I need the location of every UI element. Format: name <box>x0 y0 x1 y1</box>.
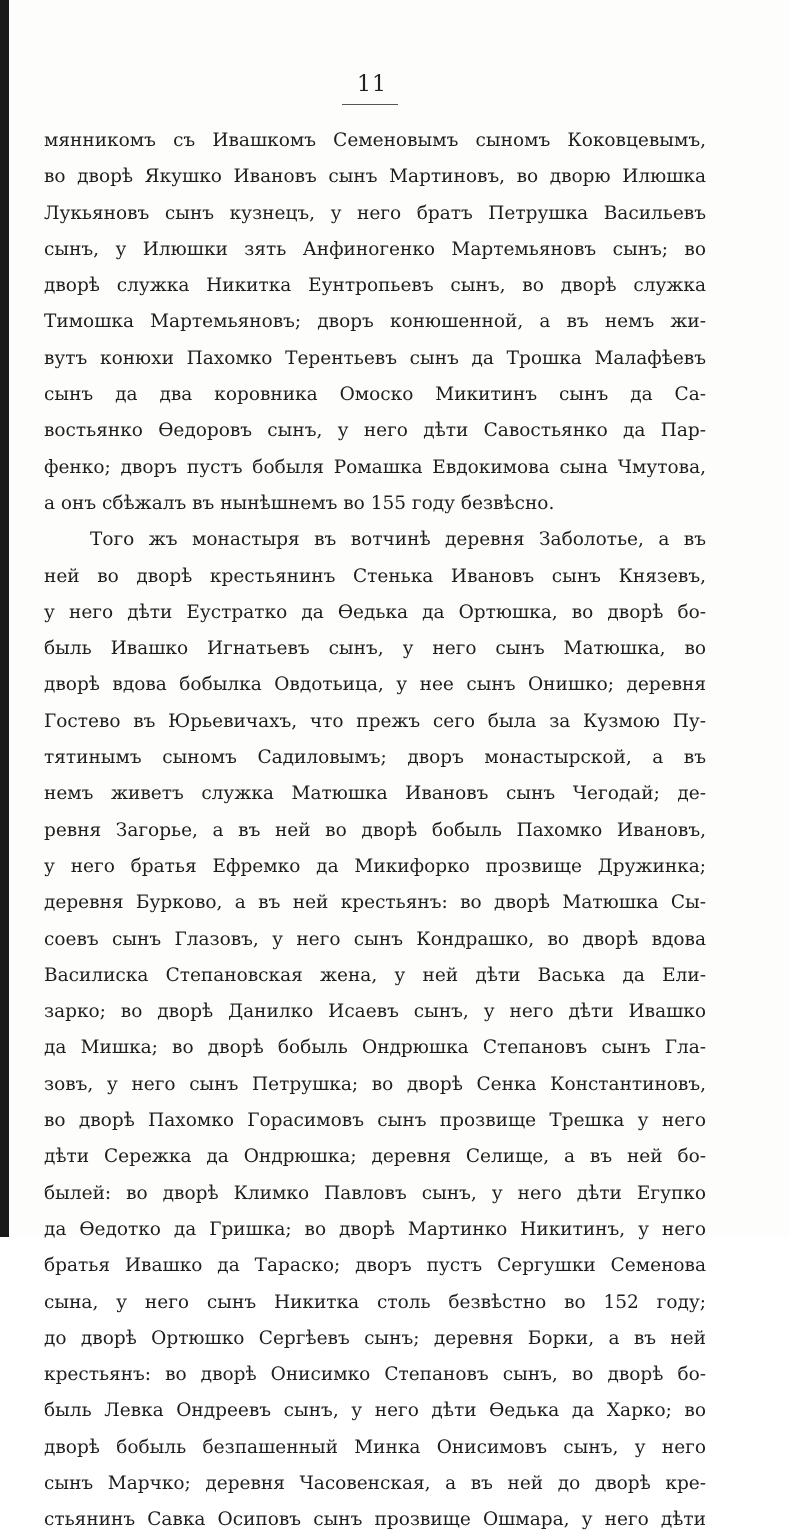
text-line: Гостево въ Юрьевичахъ, что прежъ сего была за Кузмою Пу- <box>44 710 706 732</box>
text-line: дворѣ вдова бобылка Овдотьица, у нее сынъ Онишко; деревня <box>44 674 706 696</box>
page-number: 11 <box>357 72 387 97</box>
text-line: да Ѳедотко да Гришка; во дворѣ Мартинко Никитинъ, у него <box>44 1218 706 1240</box>
text-line: фенко; дворъ пустъ бобыля Ромашка Евдокимова сына Чмутова, <box>44 456 706 478</box>
text-line: Тимошка Мартемьяновъ; дворъ конюшенной, а въ немъ жи- <box>44 311 706 333</box>
text-line: сына, у него сынъ Никитка столь безвѣстно во 152 году; <box>44 1291 706 1313</box>
page-spine-edge <box>0 0 9 1237</box>
text-line: Того жъ монастыря въ вотчинѣ деревня Заболотье, а въ <box>90 529 706 551</box>
text-line: да Мишка; во дворѣ бобыль Ондрюшка Степановъ сынъ Гла- <box>44 1037 706 1059</box>
text-line: зарко; во дворѣ Данилко Исаевъ сынъ, у него дѣти Ивашко <box>44 1001 706 1023</box>
text-line: быль Левка Ондреевъ сынъ, у него дѣти Ѳедька да Харко; во <box>44 1400 706 1422</box>
text-line: востьянко Ѳедоровъ сынъ, у него дѣти Савостьянко да Пар- <box>44 420 706 442</box>
text-line: мянникомъ съ Ивашкомъ Семеновымъ сыномъ Коковцевымъ, <box>44 130 706 151</box>
text-line: ревня Загорье, а въ ней во дворѣ бобыль Пахомко Ивановъ, <box>44 819 706 841</box>
text-line: сынъ, у Илюшки зять Анфиногенко Мартемьяновъ сынъ; во <box>44 238 706 260</box>
text-line: во дворѣ Пахомко Горасимовъ сынъ прозвище Трешка у него <box>44 1110 706 1132</box>
text-line: зовъ, у него сынъ Петрушка; во дворѣ Сенка Константиновъ, <box>44 1073 706 1095</box>
text-line: дворѣ бобыль безпашенный Минка Онисимовъ сынъ, у него <box>44 1436 706 1458</box>
text-line: дворѣ служка Никитка Еунтропьевъ сынъ, во дворѣ служка <box>44 275 706 297</box>
text-line: во дворѣ Якушко Ивановъ сынъ Мартиновъ, во дворю Илюшка <box>44 166 706 188</box>
text-line: а онъ сбѣжалъ въ нынѣшнемъ во 155 году безвѣсно. <box>44 492 555 514</box>
text-line: сынъ да два коровника Омоско Микитинъ сынъ да Са- <box>44 384 706 406</box>
text-line: соевъ сынъ Глазовъ, у него сынъ Кондрашко, во дворѣ вдова <box>44 928 706 950</box>
text-line: Василиска Степановская жена, у ней дѣти Васька да Ели- <box>44 964 706 986</box>
text-line: стьянинъ Савка Осиповъ сынъ прозвище Ошмара, у него дѣти <box>44 1509 706 1531</box>
text-line: Лукьяновъ сынъ кузнецъ, у него братъ Петрушка Васильевъ <box>44 202 706 224</box>
text-line: у него братья Ефремко да Микифорко прозвище Дружинка; <box>44 855 706 877</box>
text-line: тятинымъ сыномъ Садиловымъ; дворъ монастырской, а въ <box>44 747 706 769</box>
text-line: крестьянъ: во дворѣ Онисимко Степановъ сынъ, во дворѣ бо- <box>44 1364 706 1386</box>
text-line: у него дѣти Еустратко да Ѳедька да Ортюшка, во дворѣ бо- <box>44 601 706 623</box>
text-line: дѣти Сережка да Ондрюшка; деревня Селище, а въ ней бо- <box>44 1146 706 1168</box>
text-line: братья Ивашко да Тараско; дворъ пустъ Сергушки Семенова <box>44 1255 706 1277</box>
text-line: немъ живетъ служка Матюшка Ивановъ сынъ Чегодай; де- <box>44 783 706 805</box>
text-line: быль Ивашко Игнатьевъ сынъ, у него сынъ Матюшка, во <box>44 638 706 660</box>
text-line: ней во дворѣ крестьянинъ Стенька Ивановъ сынъ Князевъ, <box>44 565 706 587</box>
text-line: былей: во дворѣ Климко Павловъ сынъ, у него дѣти Егупко <box>44 1182 706 1204</box>
text-line: до дворѣ Ортюшко Сергѣевъ сынъ; деревня Борки, а въ ней <box>44 1327 706 1349</box>
text-line: сынъ Марчко; деревня Часовенская, а въ ней до дворѣ кре- <box>44 1472 706 1494</box>
page-number-underline <box>342 104 398 105</box>
text-line: вутъ конюхи Пахомко Терентьевъ сынъ да Трошка Малафѣевъ <box>44 347 706 369</box>
body-text <box>44 123 706 1539</box>
text-line: деревня Бурково, а въ ней крестьянъ: во дворѣ Матюшка Сы- <box>44 892 706 914</box>
